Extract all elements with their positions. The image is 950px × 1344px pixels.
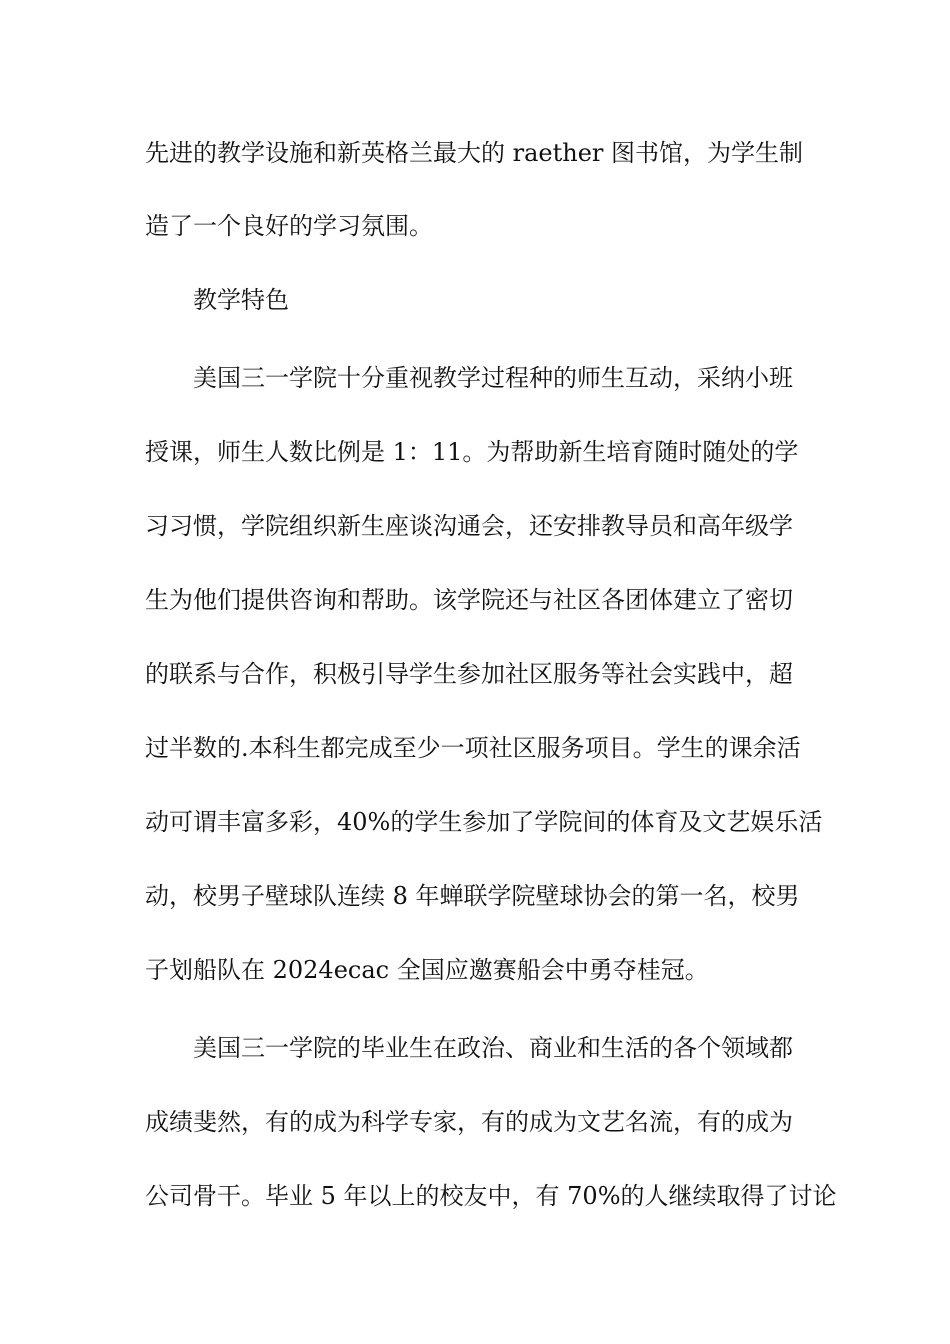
text-line: 动可谓丰富多彩，40%的学生参加了学院间的体育及文艺娱乐活: [145, 808, 823, 836]
text-line: 授课，师生人数比例是 1：11。为帮助新生培育随时随处的学: [145, 438, 799, 466]
text-line: 动，校男子壁球队连续 8 年蝉联学院壁球协会的第一名，校男: [145, 882, 800, 910]
text-line: 公司骨干。毕业 5 年以上的校友中，有 70%的人继续取得了讨论: [145, 1182, 837, 1210]
text-line: 美国三一学院十分重视教学过程种的师生互动，采纳小班: [193, 364, 793, 392]
text-line: 习习惯，学院组织新生座谈沟通会，还安排教导员和高年级学: [145, 512, 793, 540]
text-line: 美国三一学院的毕业生在政治、商业和生活的各个领域都: [193, 1034, 793, 1062]
text-line: 子划船队在 2024ecac 全国应邀赛船会中勇夺桂冠。: [145, 956, 709, 984]
text-line: 成绩斐然，有的成为科学专家，有的成为文艺名流，有的成为: [145, 1108, 793, 1136]
section-heading: 教学特色: [193, 286, 289, 314]
text-line: 过半数的.本科生都完成至少一项社区服务项目。学生的课余活: [145, 734, 801, 762]
text-line: 先进的教学设施和新英格兰最大的 raether 图书馆，为学生制: [145, 139, 804, 167]
text-line: 生为他们提供咨询和帮助。该学院还与社区各团体建立了密切: [145, 586, 793, 614]
text-line: 的联系与合作，积极引导学生参加社区服务等社会实践中，超: [145, 660, 793, 688]
text-line: 造了一个良好的学习氛围。: [145, 212, 433, 240]
